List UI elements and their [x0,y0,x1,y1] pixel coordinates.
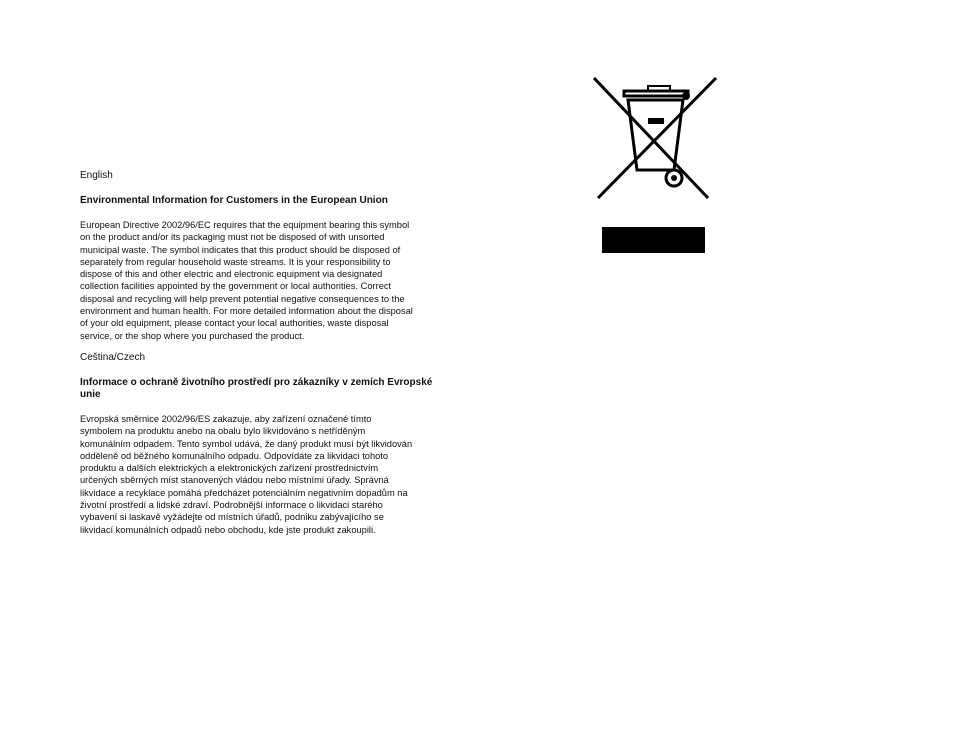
bin-lid [624,91,688,96]
bin-wheel-hub [671,175,677,181]
bin-label [648,118,664,124]
language-label-czech: Ceština/Czech [80,351,146,363]
paragraph-czech: Evropská směrnice 2002/96/ES zakazuje, aby zařízení označené tímto symbolem na produktu anebo na obalu bylo likvidováno s netříděným komunálním odpadem. Tento symbol udává, že daný produkt musí být likvidován odděleně od běžného komunálního odpadu. Odpovídáte za likvidaci tohoto produktu a dalších elektrických a elektronických zařízení prostřednictvím určených sběrných míst stanovených vládou nebo místními úřady. Správná likvidace a recyklace pomáhá předcházet potenciálním negativním dopadům na životní prostředí a lidské zdraví. Podrobnější informace o likvidaci starého vybavení si laskavě vyžádejte od místních úřadů, podniku zabývajícího se likvidací komunálních odpadů nebo obchodu, kde jste produkt zakoupili. [80,413,413,535]
heading-czech: Informace o ochraně životního prostředí pro zákazníky v zemích Evropské unie [80,376,433,400]
crossed-out-wheelie-bin-icon [590,74,720,204]
text-column [80,170,462,546]
paragraph-english: European Directive 2002/96/EC requires that the equipment bearing this symbol on the product and/or its packaging must not be disposed of with unsorted municipal waste. The symbol indicates that this product should be disposed of separately from regular household waste streams. It is your responsibility to dispose of this and other electric and electronic equipment via designated collection facilities appointed by the government or local authorities. Correct disposal and recycling will help prevent potential negative consequences to the environment and human health. For more detailed information about the disposal of your old equipment, please contact your local authorities, waste disposal service, or the shop where you purchased the product. [80,220,413,341]
language-label-english: English [80,170,113,181]
heading-english: Environmental Information for Customers in the European Union [80,195,388,206]
weee-underbar [602,227,705,253]
